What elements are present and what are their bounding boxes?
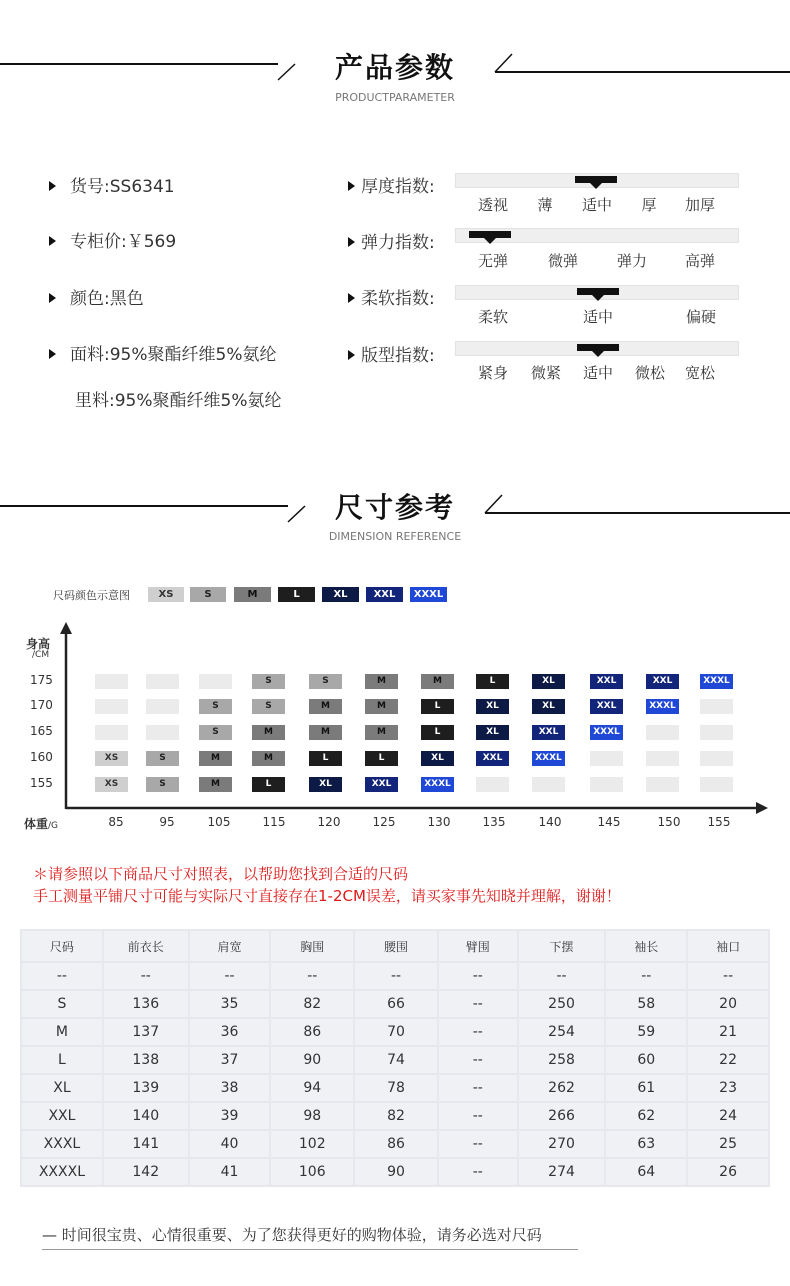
- size-grid-cell: XXXL: [700, 674, 733, 689]
- size-grid-cell: [700, 751, 733, 766]
- table-cell: 82: [355, 1103, 437, 1129]
- table-cell: 63: [606, 1131, 686, 1157]
- size-grid-cell: [532, 777, 565, 792]
- table-cell: 62: [606, 1103, 686, 1129]
- size-grid-cell: M: [421, 674, 454, 689]
- table-cell: 98: [271, 1103, 353, 1129]
- size-grid-cell: XL: [421, 751, 454, 766]
- size-grid-cell: [476, 777, 509, 792]
- size-grid-cell: S: [309, 674, 342, 689]
- x-tick-label: 105: [207, 815, 231, 829]
- table-cell: 64: [606, 1159, 686, 1185]
- index-word: 适中: [581, 196, 613, 214]
- size-grid-cell: [700, 725, 733, 740]
- size-grid-cell: S: [146, 751, 179, 766]
- size-grid-cell: XL: [476, 699, 509, 714]
- table-cell: 59: [606, 1019, 686, 1045]
- x-tick-label: 85: [108, 815, 124, 829]
- size-grid-cell: [646, 751, 679, 766]
- legend-chip-s: S: [190, 587, 226, 602]
- index-bar-thickness: [455, 173, 739, 188]
- param-label: 专柜价:: [70, 232, 127, 252]
- bullet-triangle-icon: [49, 181, 56, 191]
- size-grid-cell: S: [252, 699, 285, 714]
- index-marker: [577, 344, 619, 351]
- param-label: 颜色:: [70, 289, 110, 309]
- table-cell: 21: [688, 1019, 768, 1045]
- x-axis-title: 体重/G: [24, 817, 59, 831]
- table-row: [22, 1131, 768, 1157]
- size-grid-cell: XXXL: [590, 725, 623, 740]
- table-cell: 66: [355, 991, 437, 1017]
- table-cell: 138: [104, 1047, 188, 1073]
- y-tick-label: 160: [30, 750, 53, 764]
- index-word: 厚: [641, 196, 657, 214]
- size-grid-cell: L: [421, 725, 454, 740]
- table-header-cell: 袖口: [688, 931, 768, 961]
- table-row: [22, 991, 768, 1017]
- index-label-fit: 版型指数:: [348, 341, 435, 366]
- param-item-code: [49, 172, 175, 197]
- index-word: 微紧: [530, 364, 562, 382]
- size-grid-cell: XS: [95, 751, 128, 766]
- size-grid-cell: L: [421, 699, 454, 714]
- table-cell: --: [439, 963, 517, 989]
- table-cell: 74: [355, 1047, 437, 1073]
- y-tick-label: 155: [30, 776, 53, 790]
- x-tick-label: 120: [317, 815, 341, 829]
- table-header-row: [22, 931, 768, 961]
- table-cell: 274: [519, 1159, 605, 1185]
- table-cell: 137: [104, 1019, 188, 1045]
- table-cell: 38: [190, 1075, 270, 1101]
- y-axis-title: 身高: [26, 637, 51, 651]
- table-cell: 37: [190, 1047, 270, 1073]
- size-grid-cell: [646, 725, 679, 740]
- index-word: 偏硬: [685, 308, 717, 326]
- table-cell: XXXL: [22, 1131, 102, 1157]
- table-cell: S: [22, 991, 102, 1017]
- x-tick-label: 155: [707, 815, 731, 829]
- table-header-cell: 尺码: [22, 931, 102, 961]
- index-word: 无弹: [477, 252, 509, 270]
- table-cell: 39: [190, 1103, 270, 1129]
- table-cell: 106: [271, 1159, 353, 1185]
- x-tick-label: 135: [482, 815, 506, 829]
- table-cell: --: [271, 963, 353, 989]
- table-cell: 142: [104, 1159, 188, 1185]
- size-grid-cell: [646, 777, 679, 792]
- table-cell: 70: [355, 1019, 437, 1045]
- table-row: [22, 963, 768, 989]
- table-cell: 90: [355, 1159, 437, 1185]
- param-item-lining: [75, 386, 282, 411]
- table-cell: 86: [355, 1131, 437, 1157]
- y-axis-unit: /CM: [32, 650, 50, 660]
- table-cell: --: [439, 1131, 517, 1157]
- size-grid-cell: M: [199, 777, 232, 792]
- size-grid-cell: S: [146, 777, 179, 792]
- table-cell: 258: [519, 1047, 605, 1073]
- param-item-color: [49, 284, 144, 309]
- size-grid-cell: M: [365, 674, 398, 689]
- table-cell: XXL: [22, 1103, 102, 1129]
- size-grid-cell: L: [365, 751, 398, 766]
- index-bar-fit: [455, 341, 739, 356]
- table-cell: 25: [688, 1131, 768, 1157]
- table-cell: 24: [688, 1103, 768, 1129]
- table-row: [22, 1019, 768, 1045]
- legend-chip-xxl: XXL: [366, 587, 403, 602]
- size-grid-cell: XXXL: [532, 751, 565, 766]
- x-tick-label: 150: [657, 815, 681, 829]
- table-row: [22, 1159, 768, 1185]
- size-grid-cell: M: [309, 725, 342, 740]
- size-grid-cell: [590, 751, 623, 766]
- table-cell: 78: [355, 1075, 437, 1101]
- index-word: 透视: [477, 196, 509, 214]
- size-grid-cell: [146, 699, 179, 714]
- table-cell: 262: [519, 1075, 605, 1101]
- size-grid-cell: M: [252, 725, 285, 740]
- table-cell: --: [355, 963, 437, 989]
- param-item-price: [49, 227, 176, 252]
- table-cell: --: [606, 963, 686, 989]
- legend-chip-xl: XL: [322, 587, 359, 602]
- table-cell: --: [439, 1103, 517, 1129]
- table-cell: --: [104, 963, 188, 989]
- index-word: 薄: [537, 196, 553, 214]
- size-grid-cell: [700, 777, 733, 792]
- index-word: 加厚: [684, 196, 716, 214]
- index-word: 微弹: [547, 252, 579, 270]
- legend-chip-m: M: [234, 587, 271, 602]
- index-word: 柔软: [477, 308, 509, 326]
- bullet-triangle-icon: [348, 293, 355, 303]
- size-grid-cell: L: [252, 777, 285, 792]
- size-grid-cell: M: [252, 751, 285, 766]
- size-grid-cell: [95, 725, 128, 740]
- size-grid-cell: M: [365, 725, 398, 740]
- table-cell: 250: [519, 991, 605, 1017]
- index-bar-softness: [455, 285, 739, 300]
- size-grid-cell: [700, 699, 733, 714]
- section-title: 尺寸参考: [334, 491, 455, 524]
- table-cell: 90: [271, 1047, 353, 1073]
- size-grid-cell: XXL: [476, 751, 509, 766]
- size-grid-cell: XXL: [365, 777, 398, 792]
- table-cell: 136: [104, 991, 188, 1017]
- param-value: 95%聚酯纤维5%氨纶: [114, 391, 282, 411]
- param-value: ￥569: [126, 232, 177, 252]
- index-bar-elasticity: [455, 228, 739, 243]
- size-grid-cell: [146, 725, 179, 740]
- table-cell: --: [439, 991, 517, 1017]
- table-cell: --: [688, 963, 768, 989]
- size-grid-cell: M: [309, 699, 342, 714]
- size-grid-cell: XXXL: [421, 777, 454, 792]
- bullet-triangle-icon: [49, 293, 56, 303]
- size-grid-cell: XL: [532, 699, 565, 714]
- note-line-1: ＊请参照以下商品尺寸对照表，以帮助您找到合适的尺码: [33, 865, 409, 883]
- table-row: [22, 1075, 768, 1101]
- section-title: 产品参数: [334, 51, 455, 84]
- section-subtitle: PRODUCTPARAMETER: [335, 91, 455, 104]
- size-grid-cell: XL: [532, 674, 565, 689]
- y-tick-label: 165: [30, 724, 53, 738]
- table-cell: 82: [271, 991, 353, 1017]
- table-cell: --: [22, 963, 102, 989]
- param-value: SS6341: [109, 177, 175, 197]
- size-grid-cell: [146, 674, 179, 689]
- index-word: 微松: [634, 364, 666, 382]
- param-label: 里料:: [75, 391, 115, 411]
- x-tick-label: 145: [597, 815, 621, 829]
- x-tick-label: 140: [538, 815, 562, 829]
- bullet-triangle-icon: [49, 349, 56, 359]
- index-word: 适中: [582, 308, 614, 326]
- table-cell: 41: [190, 1159, 270, 1185]
- param-value: 黑色: [109, 289, 144, 309]
- index-label-elasticity: 弹力指数:: [348, 228, 435, 253]
- table-cell: 20: [688, 991, 768, 1017]
- index-word: 弹力: [616, 252, 648, 270]
- param-label: 货号:: [70, 177, 110, 197]
- index-word: 高弹: [684, 252, 716, 270]
- x-tick-label: 95: [159, 815, 175, 829]
- note-line-2: 手工测量平铺尺寸可能与实际尺寸直接存在1-2CM误差，请买家事先知晓并理解，谢谢！: [33, 887, 621, 905]
- size-grid-cell: XXL: [590, 699, 623, 714]
- table-cell: 22: [688, 1047, 768, 1073]
- size-grid-cell: XS: [95, 777, 128, 792]
- table-row: [22, 1103, 768, 1129]
- bullet-triangle-icon: [49, 236, 56, 246]
- legend-chip-xxxl: XXXL: [410, 587, 447, 602]
- table-cell: --: [190, 963, 270, 989]
- table-cell: 23: [688, 1075, 768, 1101]
- index-label-softness: 柔软指数:: [348, 284, 435, 309]
- size-table: [20, 929, 770, 1187]
- table-cell: 36: [190, 1019, 270, 1045]
- size-grid-cell: XXXL: [646, 699, 679, 714]
- size-grid-cell: XL: [476, 725, 509, 740]
- size-grid-cell: XXL: [590, 674, 623, 689]
- bullet-triangle-icon: [348, 181, 355, 191]
- table-cell: 86: [271, 1019, 353, 1045]
- table-cell: 266: [519, 1103, 605, 1129]
- index-label-thickness: 厚度指数:: [348, 172, 435, 197]
- table-cell: 94: [271, 1075, 353, 1101]
- size-grid-cell: S: [252, 674, 285, 689]
- table-cell: 254: [519, 1019, 605, 1045]
- table-row: [22, 1047, 768, 1073]
- table-cell: M: [22, 1019, 102, 1045]
- index-marker: [469, 231, 511, 238]
- footer-tip: — 时间很宝贵、心情很重要、为了您获得更好的购物体验，请务必选对尺码: [42, 1226, 542, 1244]
- index-word: 适中: [582, 364, 614, 382]
- footer-underline: [42, 1249, 578, 1250]
- index-word: 紧身: [477, 364, 509, 382]
- legend-chip-l: L: [278, 587, 315, 602]
- table-header-cell: 臂围: [439, 931, 517, 961]
- size-grid-cell: L: [476, 674, 509, 689]
- table-cell: --: [439, 1159, 517, 1185]
- table-cell: 35: [190, 991, 270, 1017]
- table-cell: 58: [606, 991, 686, 1017]
- table-cell: --: [439, 1075, 517, 1101]
- size-grid-cell: [590, 777, 623, 792]
- size-grid-cell: M: [199, 751, 232, 766]
- size-grid-cell: XXL: [532, 725, 565, 740]
- legend-chip-xs: XS: [148, 587, 184, 602]
- legend-title: 尺码颜色示意图: [53, 589, 130, 602]
- table-cell: 102: [271, 1131, 353, 1157]
- table-header-cell: 胸围: [271, 931, 353, 961]
- table-header-cell: 下摆: [519, 931, 605, 961]
- table-cell: 61: [606, 1075, 686, 1101]
- y-tick-label: 175: [30, 673, 53, 687]
- table-header-cell: 腰围: [355, 931, 437, 961]
- size-grid-cell: [95, 699, 128, 714]
- table-cell: 40: [190, 1131, 270, 1157]
- table-cell: L: [22, 1047, 102, 1073]
- x-tick-label: 115: [262, 815, 286, 829]
- size-grid-cell: S: [199, 699, 232, 714]
- x-tick-label: 130: [427, 815, 451, 829]
- param-label: 面料:: [70, 345, 110, 365]
- table-cell: XL: [22, 1075, 102, 1101]
- size-grid-cell: XXL: [646, 674, 679, 689]
- param-item-fabric: [49, 340, 277, 365]
- index-word: 宽松: [684, 364, 716, 382]
- table-cell: 26: [688, 1159, 768, 1185]
- size-grid-cell: S: [199, 725, 232, 740]
- table-cell: 141: [104, 1131, 188, 1157]
- table-header-cell: 肩宽: [190, 931, 270, 961]
- bullet-triangle-icon: [348, 237, 355, 247]
- param-value: 95%聚酯纤维5%氨纶: [109, 345, 277, 365]
- index-marker: [575, 176, 617, 183]
- size-grid-cell: XL: [309, 777, 342, 792]
- size-grid-cell: M: [365, 699, 398, 714]
- y-tick-label: 170: [30, 698, 53, 712]
- table-cell: --: [439, 1047, 517, 1073]
- table-cell: XXXXL: [22, 1159, 102, 1185]
- table-cell: --: [439, 1019, 517, 1045]
- index-marker: [577, 288, 619, 295]
- table-cell: 140: [104, 1103, 188, 1129]
- table-header-cell: 前衣长: [104, 931, 188, 961]
- x-tick-label: 125: [372, 815, 396, 829]
- table-cell: 270: [519, 1131, 605, 1157]
- table-header-cell: 袖长: [606, 931, 686, 961]
- table-cell: 60: [606, 1047, 686, 1073]
- table-cell: 139: [104, 1075, 188, 1101]
- section-subtitle: DIMENSION REFERENCE: [328, 530, 462, 543]
- bullet-triangle-icon: [348, 350, 355, 360]
- size-grid-cell: [95, 674, 128, 689]
- size-grid-cell: [199, 674, 232, 689]
- size-grid-cell: L: [309, 751, 342, 766]
- table-cell: --: [519, 963, 605, 989]
